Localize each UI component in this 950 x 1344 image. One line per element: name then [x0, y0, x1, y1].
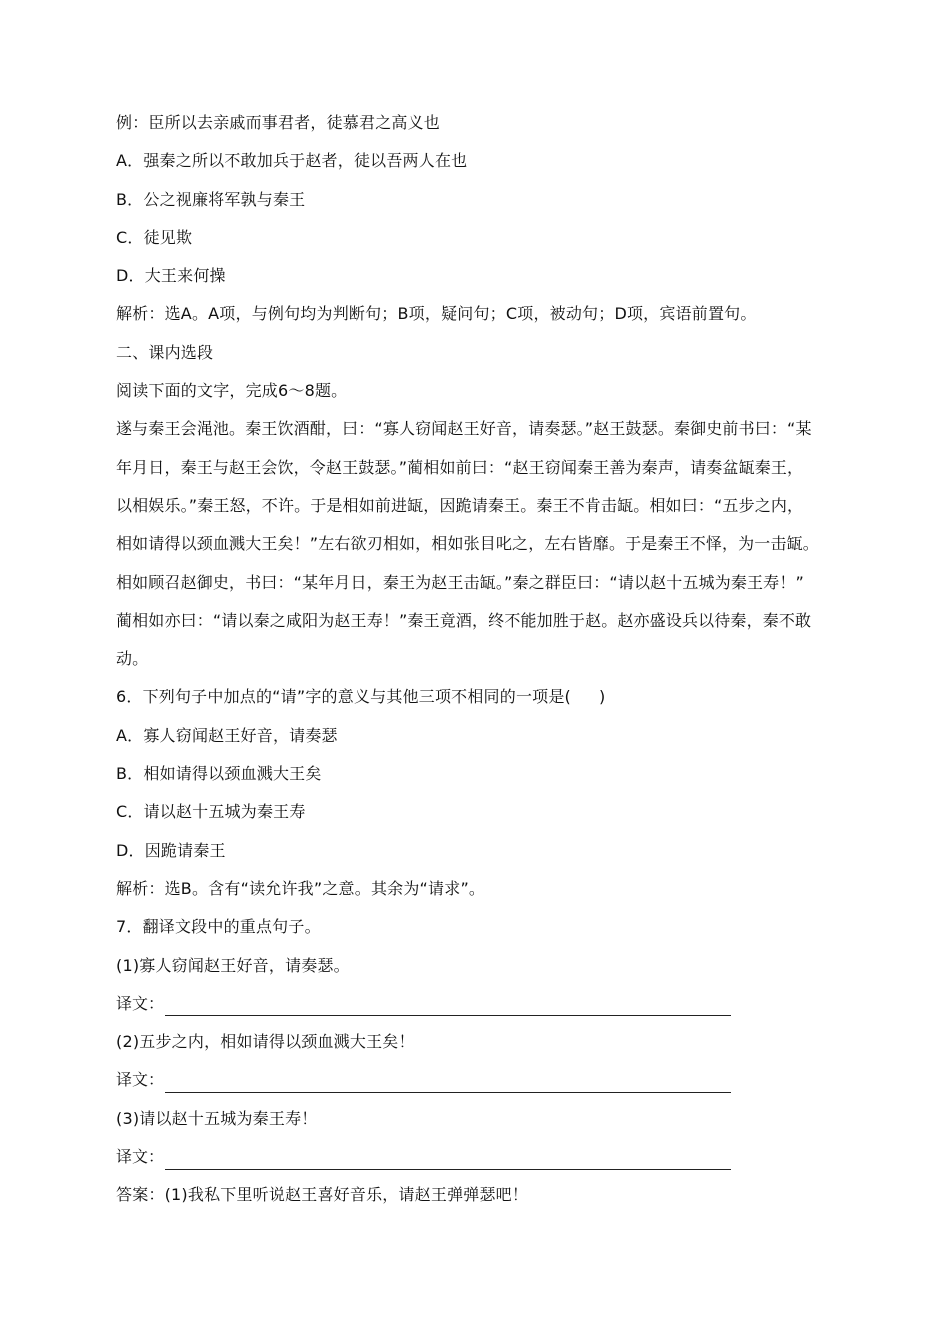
translation-row-2 — [116, 1061, 842, 1099]
translation-blank-3[interactable] — [165, 1145, 731, 1170]
question-7-stem: 7．翻译文段中的重点句子。 — [116, 917, 321, 937]
translation-label: 译文： — [116, 993, 165, 1013]
passage-line: 年月日，秦王与赵王会饮，令赵王鼓瑟。”蔺相如前曰：“赵王窃闻秦王善为秦声，请奏盆缻秦王， — [116, 457, 804, 477]
passage-line: 相如顾召赵御史，书曰：“某年月日，秦王为赵王击缻。”秦之群臣曰：“请以赵十五城为秦王寿！” — [116, 572, 804, 592]
question-6-stem-end: ) — [599, 687, 606, 707]
translation-label: 译文： — [116, 1147, 165, 1167]
section-heading: 二、课内选段 — [116, 342, 214, 362]
passage-line: 遂与秦王会渑池。秦王饮酒酣，曰：“寡人窃闻赵王好音，请奏瑟。”赵王鼓瑟。秦御史前书曰：“某 — [116, 419, 812, 439]
translation-row-1 — [116, 985, 842, 1023]
question-7-sentence-2: (2)五步之内，相如请得以颈血溅大王矣！ — [116, 1032, 415, 1052]
question-6-option-a: A．寡人窃闻赵王好音，请奏瑟 — [116, 725, 338, 745]
question-7-sentence-1: (1)寡人窃闻赵王好音，请奏瑟。 — [116, 955, 350, 975]
example-sentence: 例：臣所以去亲戚而事君者，徒慕君之高义也 — [116, 113, 441, 132]
question-6-option-b: B．相如请得以颈血溅大王矣 — [116, 764, 322, 784]
passage-line: 相如请得以颈血溅大王矣！”左右欲刃相如，相如张目叱之，左右皆靡。于是秦王不怿，为一击缻。 — [116, 534, 819, 554]
question-7-answer: 答案：(1)我私下里听说赵王喜好音乐，请赵王弹弹瑟吧！ — [116, 1185, 529, 1205]
passage-line: 蔺相如亦曰：“请以秦之咸阳为赵王寿！”秦王竟酒，终不能加胜于赵。赵亦盛设兵以待秦，秦不敢 — [116, 610, 812, 630]
translation-blank-1[interactable] — [165, 991, 731, 1016]
question-6-analysis: 解析：选B。含有“读允许我”之意。其余为“请求”。 — [116, 878, 486, 898]
example-option-d: D．大王来何操 — [116, 266, 226, 286]
reading-passage — [116, 410, 842, 678]
translation-row-3 — [116, 1138, 842, 1176]
example-option-b: B．公之视廉将军孰与秦王 — [116, 189, 306, 209]
passage-line: 以相娱乐。”秦王怒，不许。于是相如前进缻，因跪请秦王。秦王不肯击缻。相如曰：“五步之内， — [116, 495, 804, 515]
question-6-stem — [116, 678, 842, 716]
passage-line: 动。 — [116, 649, 149, 669]
section-instruction: 阅读下面的文字，完成6～8题。 — [116, 381, 348, 401]
question-6-option-d: D．因跪请秦王 — [116, 840, 226, 860]
question-6-option-c: C．请以赵十五城为秦王寿 — [116, 802, 306, 822]
document-page — [116, 104, 842, 1215]
example-option-c: C．徒见欺 — [116, 227, 193, 247]
example-analysis: 解析：选A。A项，与例句均为判断句；B项，疑问句；C项，被动句；D项，宾语前置句。 — [116, 304, 757, 324]
question-7-sentence-3: (3)请以赵十五城为秦王寿！ — [116, 1108, 318, 1128]
translation-label: 译文： — [116, 1070, 165, 1090]
translation-blank-2[interactable] — [165, 1068, 731, 1093]
example-option-a: A．强秦之所以不敢加兵于赵者，徒以吾两人在也 — [116, 151, 468, 171]
question-6-stem-text: 6．下列句子中加点的“请”字的意义与其他三项不相同的一项是( — [116, 687, 572, 707]
